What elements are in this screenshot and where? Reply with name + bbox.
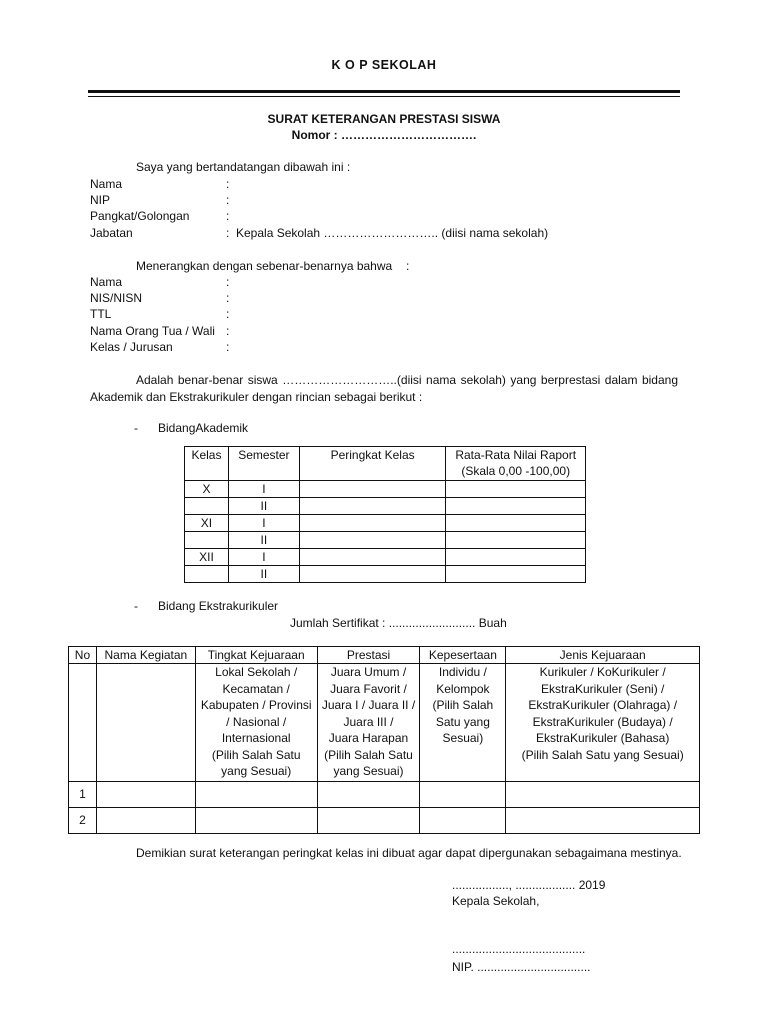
header-no: No: [69, 647, 97, 664]
student-colon: :: [226, 340, 230, 354]
extra-table-header: [69, 647, 700, 664]
academic-bullet: -: [134, 421, 138, 435]
cell-no: 1: [69, 782, 97, 808]
statement-text: Menerangkan dengan sebenar-benarnya bahwa: [136, 259, 393, 273]
cell-nilai[interactable]: [446, 549, 586, 566]
cell-peringkat[interactable]: [299, 515, 446, 532]
option-line: Kelompok: [436, 681, 490, 696]
cell-nilai[interactable]: [446, 532, 586, 549]
extra-table: [68, 646, 700, 834]
table-row: [185, 481, 586, 498]
closing-text: Demikian surat keterangan peringkat kelas ini dibuat agar dapat dipergunakan sebagaimana mestinya.: [136, 846, 682, 860]
cell-peringkat[interactable]: [299, 549, 446, 566]
signer-label-nip: NIP: [90, 193, 111, 207]
cell-nilai[interactable]: [446, 566, 586, 583]
cell-peringkat[interactable]: [299, 566, 446, 583]
cell-kepesertaan-options: [420, 664, 506, 782]
cell-semester: II: [228, 566, 299, 583]
signer-label-jabatan: Jabatan: [90, 226, 133, 240]
option-line: Satu yang: [435, 714, 490, 729]
option-line: / Nasional /: [226, 714, 287, 729]
cell-semester: I: [228, 549, 299, 566]
table-row: [185, 515, 586, 532]
option-line: EkstraKurikuler (Budaya) /: [532, 714, 673, 729]
document-title: SURAT KETERANGAN PRESTASI SISWA: [267, 112, 501, 126]
table-row: [185, 566, 586, 583]
table-row: [185, 498, 586, 515]
document-number: Nomor : …………………………….: [291, 128, 477, 142]
header-jenis: Jenis Kejuaraan: [506, 647, 700, 664]
extra-bullet: -: [134, 599, 138, 613]
option-line: EkstraKurikuler (Olahraga) /: [528, 698, 678, 712]
cell-semester: II: [228, 498, 299, 515]
cell-nama-kegiatan[interactable]: [96, 782, 195, 808]
student-label-kelas: Kelas / Jurusan: [90, 340, 173, 354]
student-colon: :: [226, 275, 230, 289]
cell-prestasi-options: [317, 664, 420, 782]
signer-colon: :: [226, 209, 230, 223]
header-prestasi: Prestasi: [317, 647, 420, 664]
cell-kelas: [185, 532, 229, 549]
signature-nip: NIP. ..................................: [452, 960, 591, 974]
signer-label-nama: Nama: [90, 177, 123, 191]
signature-date: ................., .................. 2019: [452, 878, 606, 892]
option-line: Kabupaten / Provinsi: [200, 698, 312, 712]
option-line: Kurikuler / KoKurikuler /: [539, 665, 666, 679]
cell-kelas: X: [185, 481, 229, 498]
cell-kepesertaan[interactable]: [420, 782, 506, 808]
cell-prestasi[interactable]: [317, 808, 420, 834]
cell-semester: II: [228, 532, 299, 549]
signer-colon: :: [226, 177, 230, 191]
student-label-ttl: TTL: [90, 307, 112, 321]
option-line: Individu /: [438, 665, 487, 679]
header-kelas: Kelas: [185, 447, 229, 481]
cell-jenis[interactable]: [506, 782, 700, 808]
cell-kelas: XII: [185, 549, 229, 566]
option-line: Internasional: [221, 731, 291, 745]
cell-nilai[interactable]: [446, 515, 586, 532]
signer-label-pangkat: Pangkat/Golongan: [90, 209, 190, 223]
cell-tingkat[interactable]: [195, 808, 317, 834]
student-colon: :: [226, 291, 230, 305]
cell-kelas: [185, 566, 229, 583]
header-tingkat: Tingkat Kejuaraan: [195, 647, 317, 664]
option-line: Juara I / Juara II /: [321, 698, 416, 712]
intro-text: Saya yang bertandatangan dibawah ini :: [136, 160, 351, 174]
option-line: Lokal Sekolah /: [215, 665, 298, 679]
cell-kelas: XI: [185, 515, 229, 532]
cell-nilai[interactable]: [446, 498, 586, 515]
body-paragraph: Adalah benar-benar siswa ………………………..(diisi nama sekolah) yang berprestasi dalam bidang Akademik dan Ekstrakurikuler dengan rincian sebagai berikut :: [90, 373, 678, 404]
option-line: EkstraKurikuler (Seni) /: [540, 681, 665, 696]
cell-peringkat[interactable]: [299, 498, 446, 515]
header-rata-rata-line1: Rata-Rata Nilai Raport: [455, 448, 577, 462]
cell-kelas: [185, 498, 229, 515]
table-row: [185, 532, 586, 549]
cell-tingkat[interactable]: [195, 782, 317, 808]
option-line: (Pilih Salah: [432, 698, 494, 712]
option-line: yang Sesuai): [221, 764, 292, 778]
option-line: EkstraKurikuler (Bahasa): [535, 731, 670, 745]
academic-table: [184, 446, 586, 583]
student-colon: :: [226, 324, 230, 338]
option-line: Kecamatan /: [222, 681, 290, 696]
option-line: Juara III /: [343, 714, 394, 729]
signature-role: Kepala Sekolah,: [452, 894, 540, 908]
cell-nama-kegiatan[interactable]: [96, 808, 195, 834]
options-row: [69, 664, 700, 782]
jumlah-sertifikat: Jumlah Sertifikat : .......................... Buah: [290, 616, 507, 630]
option-line: Sesuai): [442, 731, 484, 745]
header-rata-rata: [446, 447, 586, 481]
option-line: (Pilih Salah Satu: [211, 747, 301, 762]
extra-heading: Bidang Ekstrakurikuler: [158, 599, 279, 613]
cell-nama-empty: [96, 664, 195, 782]
student-colon: :: [226, 307, 230, 321]
statement-colon: :: [406, 259, 410, 273]
cell-peringkat[interactable]: [299, 532, 446, 549]
signature-name-line: ........................................: [452, 942, 586, 956]
letterhead-title: K O P SEKOLAH: [331, 58, 437, 72]
cell-nilai[interactable]: [446, 481, 586, 498]
table-row: [69, 782, 700, 808]
option-line: (Pilih Salah Satu yang Sesuai): [521, 747, 684, 762]
table-row: [185, 549, 586, 566]
header-peringkat: Peringkat Kelas: [299, 447, 446, 481]
student-label-nis: NIS/NISN: [90, 291, 143, 305]
table-row: [69, 808, 700, 834]
header-rata-rata-line2: (Skala 0,00 -100,00): [461, 464, 571, 478]
cell-kepesertaan[interactable]: [420, 808, 506, 834]
header-kepesertaan: Kepesertaan: [420, 647, 506, 664]
cell-semester: I: [228, 515, 299, 532]
signer-value-jabatan: Kepala Sekolah ……………………….. (diisi nama sekolah): [236, 226, 549, 240]
option-line: Juara Favorit /: [330, 681, 407, 696]
student-label-nama: Nama: [90, 275, 123, 289]
cell-semester: I: [228, 481, 299, 498]
cell-tingkat-options: [195, 664, 317, 782]
cell-jenis-options: [506, 664, 700, 782]
option-line: (Pilih Salah Satu: [324, 747, 413, 762]
cell-jenis[interactable]: [506, 808, 700, 834]
cell-peringkat[interactable]: [299, 481, 446, 498]
student-label-ortu: Nama Orang Tua / Wali: [90, 324, 215, 338]
cell-prestasi[interactable]: [317, 782, 420, 808]
header-nama-kegiatan: Nama Kegiatan: [96, 647, 195, 664]
signer-colon: :: [226, 226, 230, 240]
option-line: Juara Harapan: [328, 731, 409, 745]
academic-table-header: [185, 447, 586, 481]
option-line: Juara Umum /: [330, 665, 407, 679]
letterhead-thin-rule: [88, 96, 680, 97]
header-semester: Semester: [228, 447, 299, 481]
letterhead-thick-rule: [88, 90, 680, 93]
cell-no: 2: [69, 808, 97, 834]
cell-no-empty: [69, 664, 97, 782]
option-line: yang Sesuai): [333, 764, 404, 778]
signer-colon: :: [226, 193, 230, 207]
academic-heading: BidangAkademik: [158, 421, 249, 435]
